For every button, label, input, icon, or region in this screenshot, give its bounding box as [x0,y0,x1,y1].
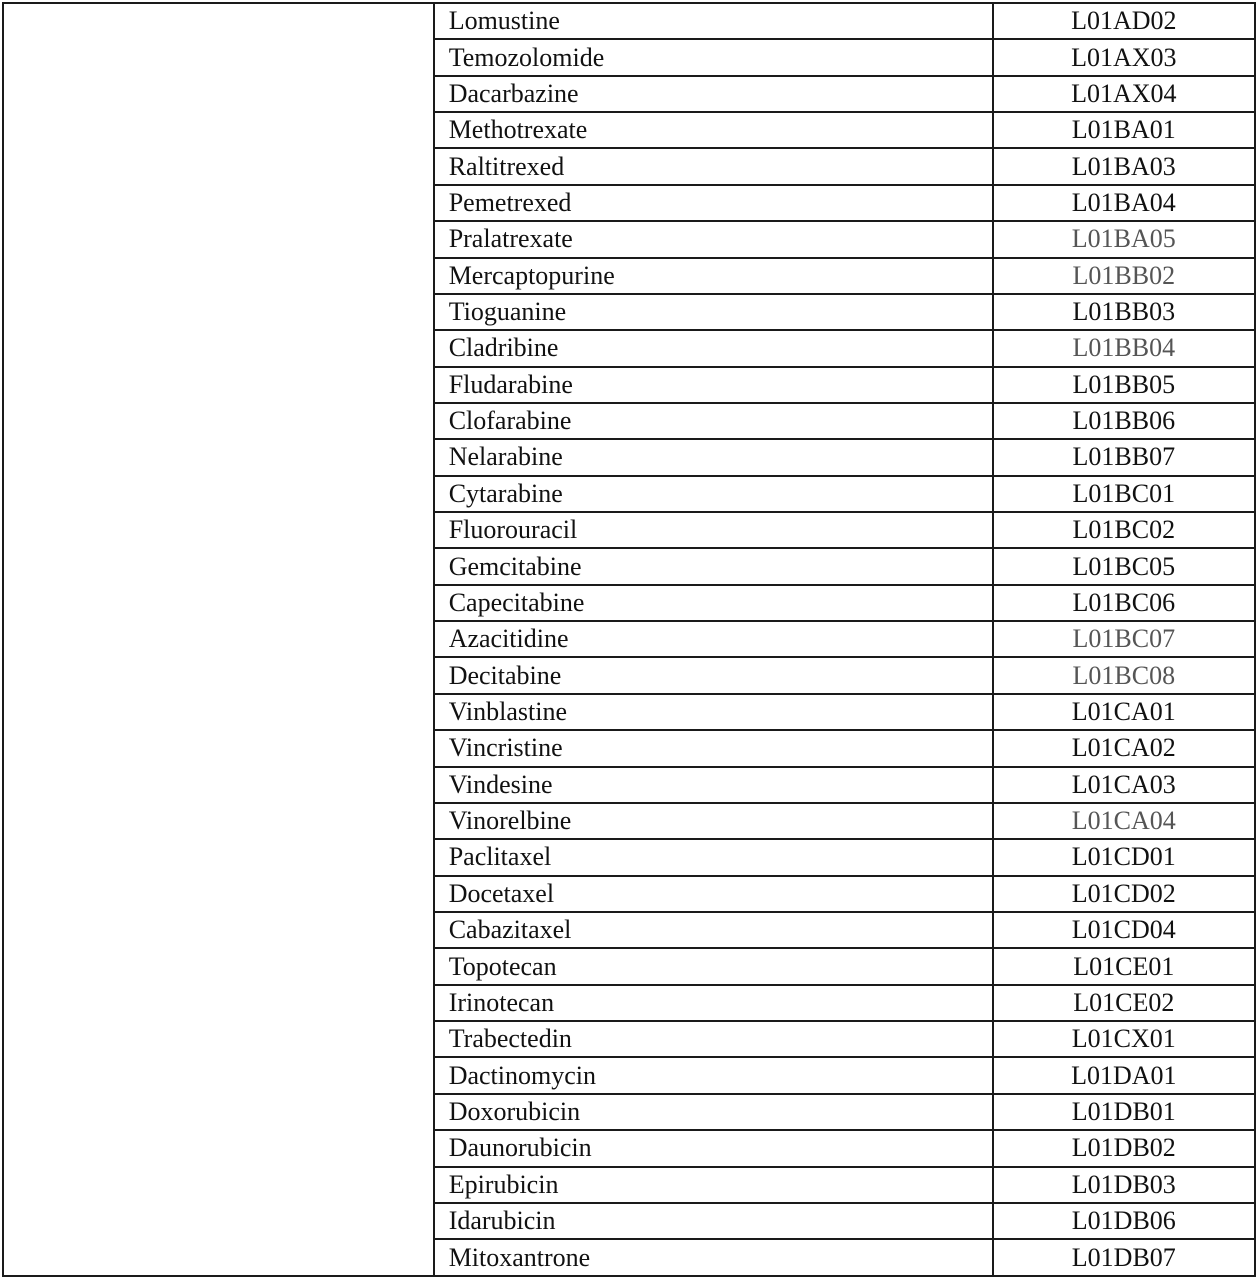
drug-name-cell: Paclitaxel [434,839,993,875]
atc-code-cell: L01CA04 [993,803,1255,839]
atc-code-cell: L01BC05 [993,548,1255,584]
atc-code-cell: L01BC07 [993,621,1255,657]
table-body [3,3,1255,1276]
atc-code-cell: L01BC06 [993,585,1255,621]
drug-name-cell: Decitabine [434,657,993,693]
atc-code-cell: L01DB02 [993,1130,1255,1166]
atc-code-cell: L01BB05 [993,367,1255,403]
atc-code-cell: L01CD04 [993,912,1255,948]
drug-name-cell: Vindesine [434,767,993,803]
drug-name-cell: Temozolomide [434,39,993,75]
atc-code-cell: L01CA01 [993,694,1255,730]
atc-code-cell: L01DB07 [993,1239,1255,1276]
atc-code-cell: L01AX03 [993,39,1255,75]
drug-name-cell: Dacarbazine [434,76,993,112]
drug-name-cell: Cytarabine [434,476,993,512]
atc-code-cell: L01BB04 [993,330,1255,366]
atc-code-cell: L01AD02 [993,3,1255,39]
drug-name-cell: Raltitrexed [434,148,993,184]
atc-code-cell: L01DA01 [993,1057,1255,1093]
drug-name-cell: Azacitidine [434,621,993,657]
atc-code-cell: L01BB03 [993,294,1255,330]
atc-code-cell: L01BB06 [993,403,1255,439]
atc-code-cell: L01CA02 [993,730,1255,766]
drug-name-cell: Mercaptopurine [434,258,993,294]
drug-name-cell: Cabazitaxel [434,912,993,948]
atc-code-cell: L01CA03 [993,767,1255,803]
drug-name-cell: Vinorelbine [434,803,993,839]
atc-code-cell: L01AX04 [993,76,1255,112]
atc-code-cell: L01CD01 [993,839,1255,875]
drug-name-cell: Pralatrexate [434,221,993,257]
drug-name-cell: Vinblastine [434,694,993,730]
atc-code-cell: L01BC01 [993,476,1255,512]
atc-code-cell: L01BA05 [993,221,1255,257]
atc-code-cell: L01BC02 [993,512,1255,548]
drug-name-cell: Doxorubicin [434,1094,993,1130]
drug-name-cell: Topotecan [434,948,993,984]
atc-code-cell: L01DB01 [993,1094,1255,1130]
drug-name-cell: Cladribine [434,330,993,366]
empty-category-cell [3,3,434,1276]
drug-name-cell: Dactinomycin [434,1057,993,1093]
drug-name-cell: Daunorubicin [434,1130,993,1166]
atc-code-cell: L01DB03 [993,1167,1255,1203]
atc-code-cell: L01CE02 [993,985,1255,1021]
atc-code-cell: L01BB07 [993,439,1255,475]
drug-name-cell: Idarubicin [434,1203,993,1239]
drug-name-cell: Nelarabine [434,439,993,475]
drug-name-cell: Lomustine [434,3,993,39]
drug-name-cell: Irinotecan [434,985,993,1021]
drug-name-cell: Methotrexate [434,112,993,148]
atc-code-cell: L01BC08 [993,657,1255,693]
drug-name-cell: Fluorouracil [434,512,993,548]
drug-name-cell: Tioguanine [434,294,993,330]
atc-code-cell: L01BB02 [993,258,1255,294]
drug-name-cell: Vincristine [434,730,993,766]
drug-name-cell: Fludarabine [434,367,993,403]
atc-code-cell: L01CE01 [993,948,1255,984]
atc-code-cell: L01BA04 [993,185,1255,221]
atc-code-cell: L01CX01 [993,1021,1255,1057]
drug-name-cell: Pemetrexed [434,185,993,221]
atc-code-cell: L01CD02 [993,876,1255,912]
drug-name-cell: Clofarabine [434,403,993,439]
drug-name-cell: Mitoxantrone [434,1239,993,1276]
drug-name-cell: Gemcitabine [434,548,993,584]
atc-code-cell: L01BA01 [993,112,1255,148]
drug-name-cell: Trabectedin [434,1021,993,1057]
drug-atc-table [2,2,1256,1277]
table-row [3,3,1255,39]
atc-code-cell: L01DB06 [993,1203,1255,1239]
drug-name-cell: Epirubicin [434,1167,993,1203]
drug-name-cell: Capecitabine [434,585,993,621]
atc-code-cell: L01BA03 [993,148,1255,184]
drug-name-cell: Docetaxel [434,876,993,912]
